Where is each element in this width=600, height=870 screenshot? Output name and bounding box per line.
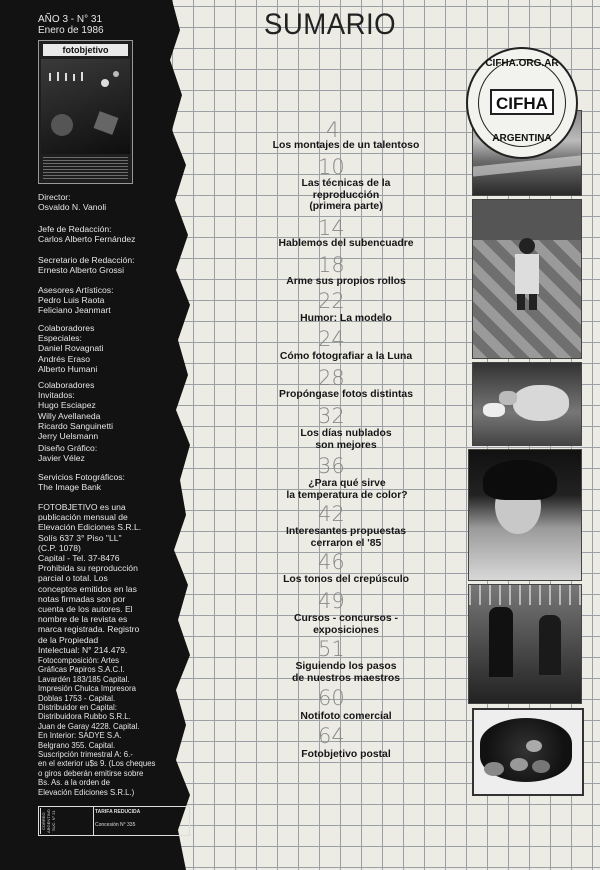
toc-entry-title: Cómo fotografiar a la Luna [279, 351, 413, 362]
printing-distribution-info: Fotocomposición: Artes Gráficas Papiros S.A.C.I. Lavardén 183/185 Capital. Impresión Chulca Impresora Doblas 1753 - Capital. Distribuidor en Capital: Distribuidora Rubbo S.R.L. Juan de Garay 4228. Capital. En Interior: SADYE S.A. Belgrano 355. Capital. Suscripción trimestral A: 6.- en el exterior u$s 9. (Los cheques o giros deberán emitirse sobre Bs. As. a la orden de Elevación Ediciones S.R.L.) [38, 656, 156, 797]
issue-date: Enero de 1986 [38, 25, 104, 36]
postal-box [55, 807, 94, 835]
toc-page-number: 22 [318, 289, 345, 313]
photo-street-scene [468, 584, 582, 704]
toc-page-number: 4 [326, 118, 340, 142]
toc-page-number: 51 [318, 637, 345, 661]
credit-editorial-secretary: Secretario de Redacción: Ernesto Alberto Grossi [38, 255, 135, 276]
toc-page-number: 24 [318, 327, 345, 351]
toc-page-number: 10 [318, 155, 345, 179]
toc-entry-title: Los tonos del crepúsculo [283, 574, 409, 585]
postal-stamp [38, 806, 190, 836]
cifha-seal-watermark [466, 47, 578, 159]
photo-eggs [472, 708, 584, 796]
toc-entry-title: Fotobjetivo postal [301, 749, 391, 760]
toc-page-number: 46 [318, 550, 345, 574]
toc-page-number: 36 [318, 454, 345, 478]
seal-top-text: CIFHA.ORG.AR [485, 58, 559, 69]
toc-entry-title: Siguiendo los pasos de nuestros maestros [292, 661, 400, 684]
photo-portrait [468, 449, 582, 581]
toc-entry-title: Las técnicas de la reproducción (primera parte) [301, 178, 391, 212]
toc-entry-title: Notifoto comercial [300, 711, 392, 722]
toc-page-number: 64 [318, 724, 345, 748]
cover-text-block [43, 157, 128, 179]
toc-entry-title: Los días nublados son mejores [300, 428, 392, 451]
credit-guest-contributors: Colaboradores Invitados: Hugo Esciapez Willy Avellaneda Ricardo Sanguinetti Jerry Uelsmann [38, 380, 114, 442]
seal-center-text: CIFHA [490, 89, 554, 115]
postal-concession: Concesión N° 335 [95, 822, 136, 828]
toc-page-number: 32 [318, 404, 345, 428]
toc-page-number: 49 [318, 589, 345, 613]
toc-page-number: 18 [318, 253, 345, 277]
toc-entry-title: Propóngase fotos distintas [279, 389, 413, 400]
toc-entry-title: Hablemos del subencuadre [278, 238, 414, 249]
credit-photo-services: Servicios Fotográficos: The Image Bank [38, 472, 125, 493]
credit-graphic-design: Diseño Gráfico: Javier Vélez [38, 443, 98, 464]
credit-editor-in-chief: Jefe de Redacción: Carlos Alberto Fernández [38, 224, 136, 245]
photo-sheep [472, 362, 582, 446]
issue-info [38, 14, 104, 36]
cover-thumbnail [38, 40, 133, 184]
issue-number: AÑO 3 - N° 31 [38, 14, 103, 25]
toc-page-number: 14 [318, 216, 345, 240]
postal-vertical-text: CORREO ARGENTINO SUC. N° 21 [41, 809, 56, 833]
photo-person-tiles [472, 199, 582, 359]
credit-special-contributors: Colaboradores Especiales: Daniel Rovagnati Andrés Eraso Alberto Humani [38, 323, 104, 374]
seal-bottom-text: ARGENTINA [492, 133, 552, 144]
cover-title: fotobjetivo [43, 44, 128, 56]
toc-entry-title: Interesantes propuestas cerraron el '85 [285, 526, 407, 549]
credit-director: Director: Osvaldo N. Vanoli [38, 192, 107, 213]
toc-entry-title: Arme sus propios rollos [286, 276, 406, 287]
publisher-info: FOTOBJETIVO es una publicación mensual de Elevación Ediciones S.R.L. Solís 637 3° Piso "LL" (C.P. 1078) Capital - Tel. 37-8476 Prohibida su reproducción parcial o total. Los conceptos emitidos en las notas firmadas son por cuenta de los autores. El nombre de la revista es marca registrada. Registro de la Propiedad Intelectual: N° 214.479. [38, 502, 142, 655]
toc-entry-title: ¿Para qué sirve la temperatura de color? [286, 478, 408, 501]
toc-entry-title: Los montajes de un talentoso [272, 140, 420, 151]
toc-entry-title: Humor: La modelo [300, 313, 392, 324]
toc-entry-title: Cursos - concursos - exposiciones [294, 613, 398, 636]
page-title: SUMARIO [264, 8, 397, 41]
toc-page-number: 42 [318, 502, 345, 526]
credit-art-advisors: Asesores Artísticos: Pedro Luis Raota Feliciano Jeanmart [38, 285, 114, 316]
postal-label: TARIFA REDUCIDA [95, 809, 141, 815]
toc-page-number: 60 [318, 686, 345, 710]
toc-page-number: 28 [318, 366, 345, 390]
cover-image [41, 59, 130, 154]
